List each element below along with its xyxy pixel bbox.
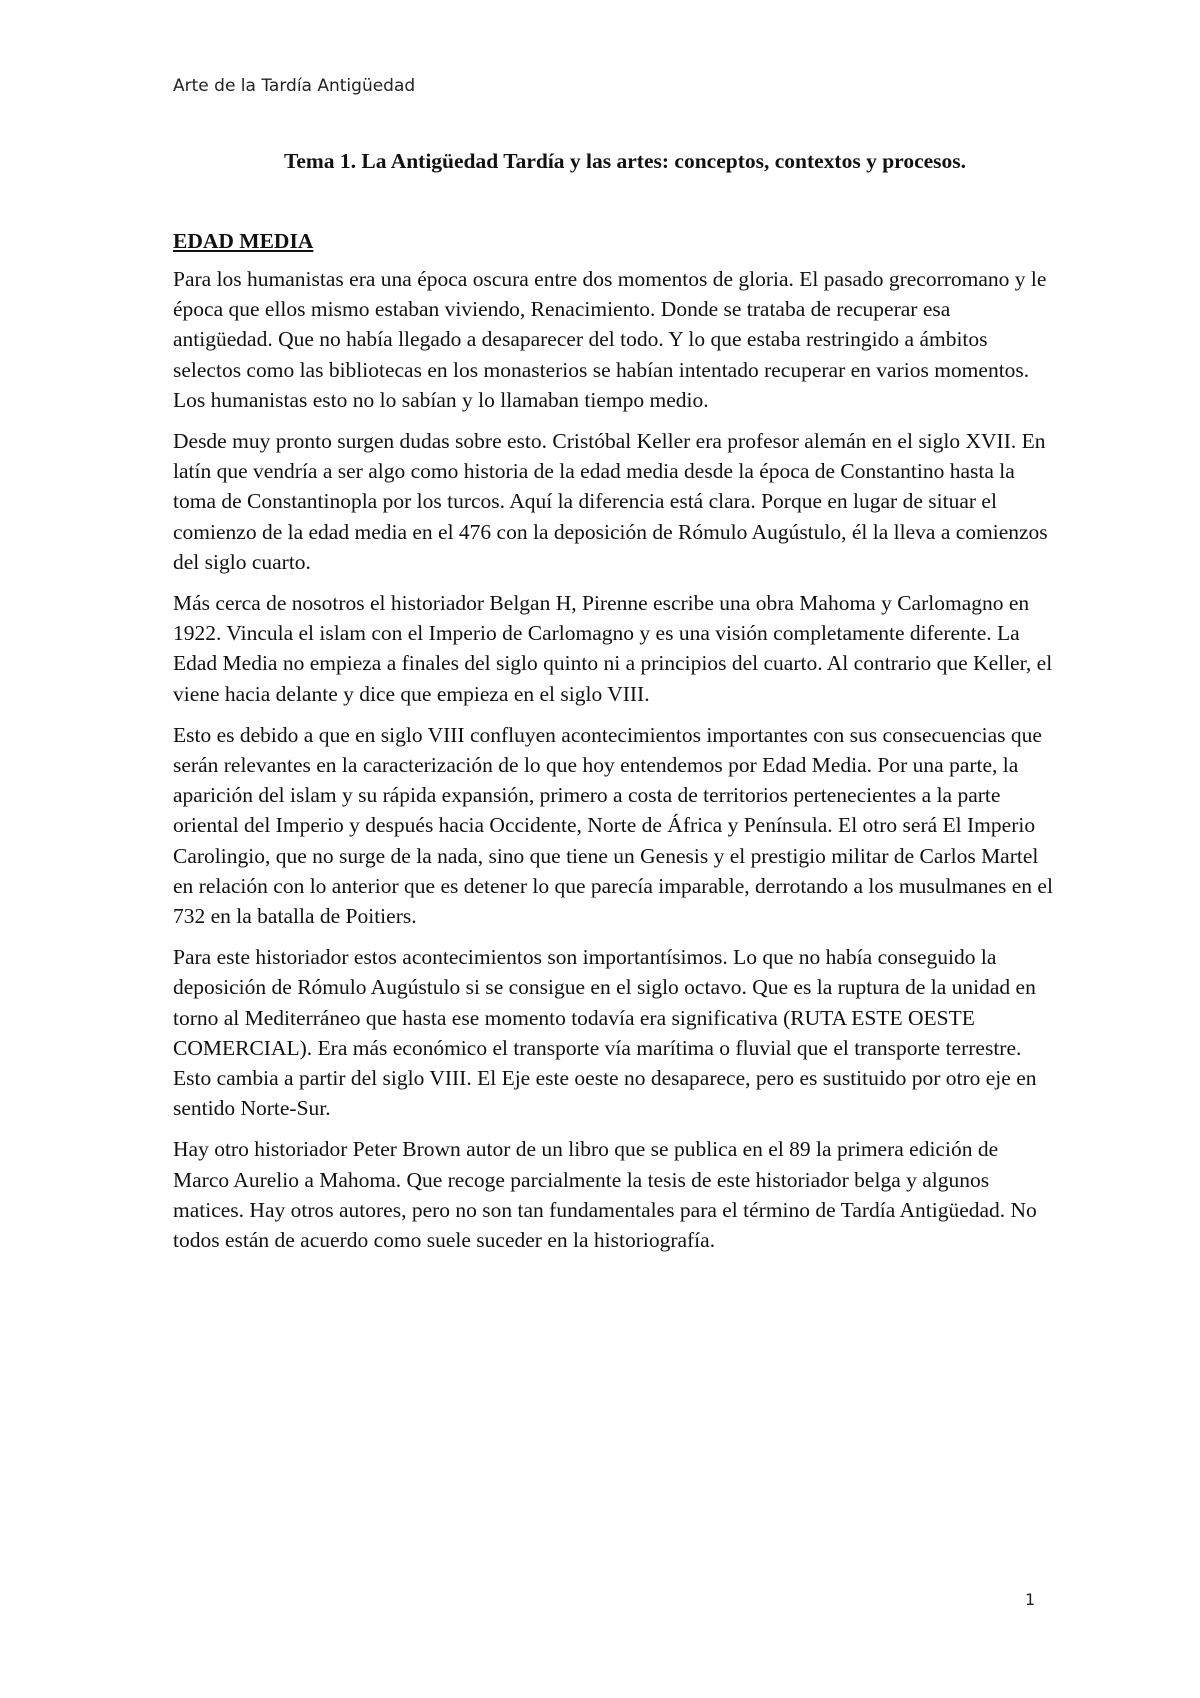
paragraph: Para los humanistas era una época oscura entre dos momentos de gloria. El pasado grecorromano y le época que ellos mismo estaban viviendo, Renacimiento. Donde se trataba de recuperar esa antigüedad. Que no había llegado a desaparecer del todo. Y lo que estaba restringido a ámbitos selectos como las bibliotecas en los monasterios se habían intentado recuperar en varios momentos. Los humanistas esto no lo sabían y lo llamaban tiempo medio. xyxy=(173,267,1047,412)
paragraph: Hay otro historiador Peter Brown autor de un libro que se publica en el 89 la primera edición de Marco Aurelio a Mahoma. Que recoge parcialmente la tesis de este historiador belga y algunos matices. Hay otros autores, pero no son tan fundamentales para el término de Tardía Antigüedad. No todos están de acuerdo como suele suceder en la historiografía. xyxy=(173,1137,1037,1253)
paragraph: Esto es debido a que en siglo VIII confluyen acontecimientos importantes con sus consecuencias que serán relevantes en la caracterización de lo que hoy entendemos por Edad Media. Por una parte, la aparición del islam y su rápida expansión, primero a costa de territorios pertenecientes a la parte oriental del Imperio y después hacia Occidente, Norte de África y Península. El otro será El Imperio Carolingio, que no surge de la nada, sino que tiene un Genesis y el prestigio militar de Carlos Martel en relación con lo anterior que es detener lo que parecía imparable, derrotando a los musulmanes en el 732 en la batalla de Poitiers. xyxy=(173,722,1053,929)
paragraph: Para este historiador estos acontecimientos son importantísimos. Lo que no había conseguido la deposición de Rómulo Augústulo si se consigue en el siglo octavo. Que es la ruptura de la unidad en torno al Mediterráneo que hasta ese momento todavía era significativa (RUTA ESTE OESTE COMERCIAL). Era más económico el transporte vía marítima o fluvial que el transporte terrestre. Esto cambia a partir del siglo VIII. El Eje este oeste no desaparece, pero es sustituido por otro eje en sentido Norte-Sur. xyxy=(173,945,1037,1121)
paragraph: Más cerca de nosotros el historiador Belgan H, Pirenne escribe una obra Mahoma y Carlomagno en 1922. Vincula el islam con el Imperio de Carlomagno y es una visión completamente diferente. La Edad Media no empieza a finales del siglo quinto ni a principios del cuarto. Al contrario que Keller, el viene hacia delante y dice que empieza en el siglo VIII. xyxy=(173,591,1053,706)
paragraph: Desde muy pronto surgen dudas sobre esto. Cristóbal Keller era profesor alemán en el siglo XVII. En latín que vendría a ser algo como historia de la edad media desde la época de Constantino hasta la toma de Constantinopla por los turcos. Aquí la diferencia está clara. Porque en lugar de situar el comienzo de la edad media en el 476 con la deposición de Rómulo Augústulo, él la lleva a comienzos del siglo cuarto. xyxy=(173,429,1048,574)
document-body xyxy=(173,146,1053,1266)
section-heading: EDAD MEDIA xyxy=(173,229,314,253)
document-title: Tema 1. La Antigüedad Tardía y las artes: conceptos, contextos y procesos. xyxy=(283,149,967,173)
page-number: 1 xyxy=(1025,1590,1036,1609)
running-header: Arte de la Tardía Antigüedad xyxy=(173,76,416,96)
